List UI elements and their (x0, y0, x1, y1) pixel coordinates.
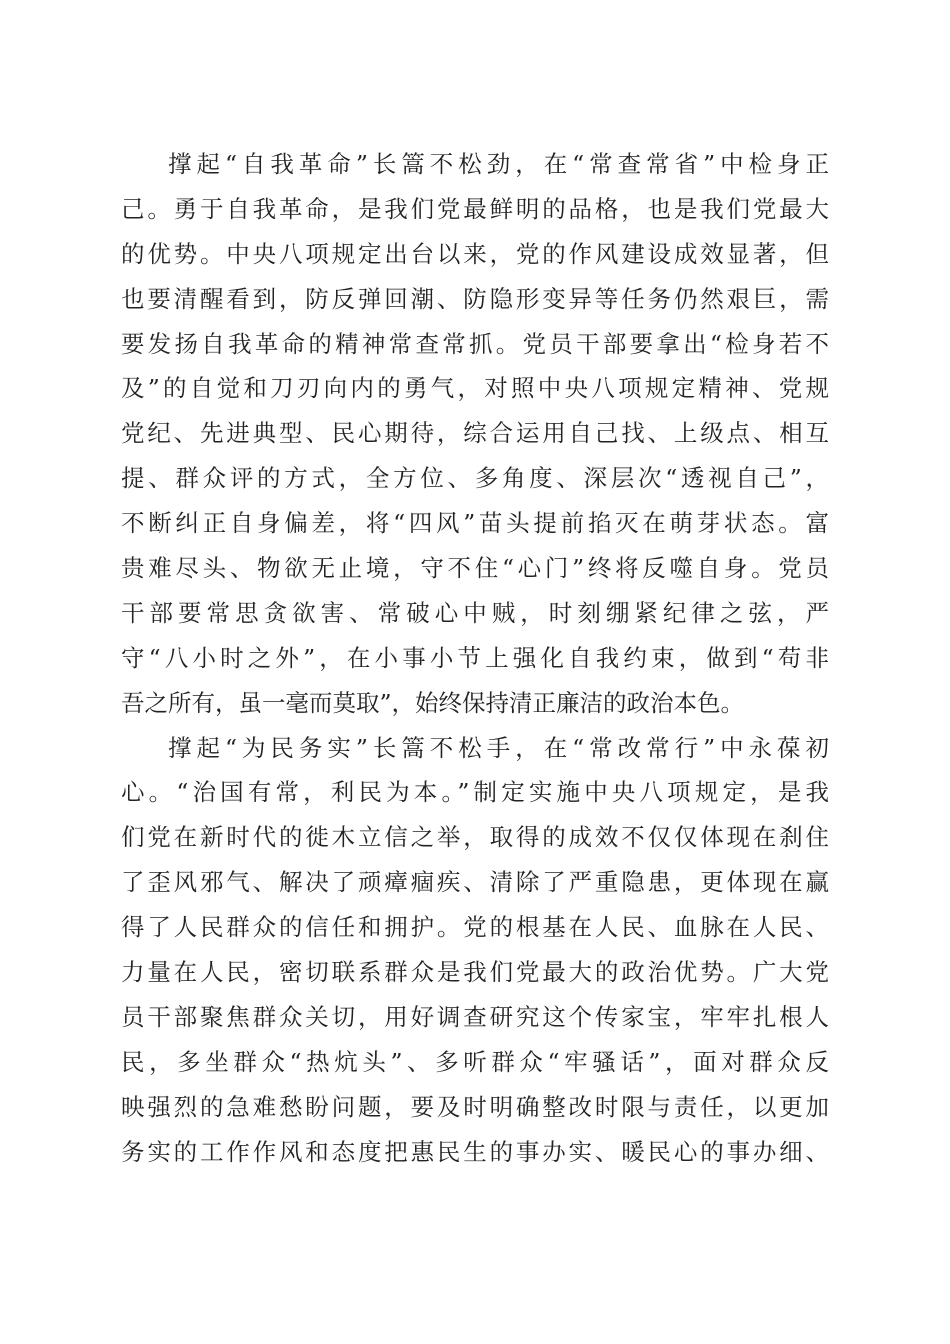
paragraph-2-line-2: 心。“治国有常，利民为本。”制定实施中央八项规定，是我 (121, 778, 829, 807)
paragraph-1-line-11: 干部要常思贪欲害、常破心中贼，时刻绷紧纪律之弦，严 (121, 598, 829, 627)
paragraph-1-line-13: 吾之所有，虽一毫而莫取”，始终保持清正廉洁的政治本色。 (121, 688, 745, 717)
body-text (121, 142, 829, 1174)
paragraph-1-line-5: 要发扬自我革命的精神常查常抓。党员干部要拿出“检身若不 (121, 329, 829, 358)
paragraph-1-line-8: 提、群众评的方式，全方位、多角度、深层次“透视自己”， (121, 464, 829, 493)
paragraph-1-line-3: 的优势。中央八项规定出台以来，党的作风建设成效显著，但 (121, 239, 829, 268)
paragraph-2-line-5: 得了人民群众的信任和拥护。党的根基在人民、血脉在人民、 (121, 913, 829, 942)
paragraph-1-line-7: 党纪、先进典型、民心期待，综合运用自己找、上级点、相互 (121, 419, 829, 448)
paragraph-1-line-9: 不断纠正自身偏差，将“四风”苗头提前掐灭在萌芽状态。富 (121, 509, 829, 538)
paragraph-2-line-8: 民，多坐群众“热炕头”、多听群众“牢骚话”，面对群众反 (121, 1047, 829, 1076)
paragraph-2-line-1: 撑起“为民务实”长篙不松手，在“常改常行”中永葆初 (168, 733, 829, 762)
paragraph-1-line-12: 守“八小时之外”，在小事小节上强化自我约束，做到“苟非 (121, 643, 829, 672)
paragraph-2-line-10: 务实的工作作风和态度把惠民生的事办实、暖民心的事办细、 (121, 1137, 829, 1166)
paragraph-2-line-6: 力量在人民，密切联系群众是我们党最大的政治优势。广大党 (121, 958, 829, 987)
paragraph-1-line-1: 撑起“自我革命”长篙不松劲，在“常查常省”中检身正 (168, 150, 829, 178)
paragraph-2-line-3: 们党在新时代的徙木立信之举，取得的成效不仅仅体现在刹住 (121, 823, 829, 852)
paragraph-1-line-6: 及”的自觉和刀刃向内的勇气，对照中央八项规定精神、党规 (121, 374, 829, 403)
paragraph-1-line-4: 也要清醒看到，防反弹回潮、防隐形变异等任务仍然艰巨，需 (121, 284, 829, 313)
paragraph-2-line-7: 员干部聚焦群众关切，用好调查研究这个传家宝，牢牢扎根人 (121, 1002, 829, 1031)
paragraph-2-line-4: 了歪风邪气、解决了顽瘴痼疾、清除了严重隐患，更体现在赢 (121, 868, 829, 897)
paragraph-1-line-2: 己。勇于自我革命，是我们党最鲜明的品格，也是我们党最大 (121, 194, 829, 223)
paragraph-2-line-9: 映强烈的急难愁盼问题，要及时明确整改时限与责任，以更加 (121, 1092, 829, 1121)
paragraph-1-line-10: 贵难尽头、物欲无止境，守不住“心门”终将反噬自身。党员 (121, 554, 829, 583)
